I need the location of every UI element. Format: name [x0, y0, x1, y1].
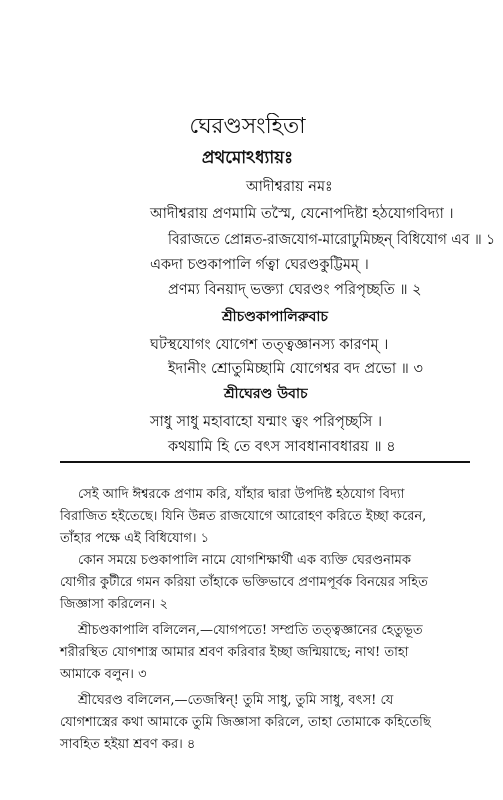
- commentary-line: কোন সময়ে চণ্ডকাপালি নামে যোগশিক্ষার্থী এক ব্যক্তি ঘেরণ্ডনামক: [78, 553, 411, 568]
- verse-line: বিরাজতে প্রোন্নত-রাজযোগ-মারোঢুমিচ্ছন্ বিধিযোগ এব ॥ ১: [168, 232, 496, 248]
- invocation: আদীশ্বরায় নমঃ: [246, 179, 333, 195]
- commentary-line: সাবহিত হইয়া শ্রবণ কর। ৪: [60, 737, 196, 752]
- commentary-line: যোগীর কুটীরে গমন করিয়া তাঁহাকে ভক্তিভাবে প্রণামপূর্বক বিনয়ের সহিত: [60, 575, 428, 590]
- commentary-line: শরীরস্থিত যোগশাস্ত্র আমার শ্রবণ করিবার ইচ্ছা জন্মিয়াছে; নাথ! তাহা: [60, 645, 409, 660]
- verse-line: প্রণম্য বিনয়াদ্ ভক্ত্যা ঘেরণ্ডং পরিপৃচ্ছতি ॥ ২: [168, 282, 422, 298]
- verse-line: ঘটস্থযোগং যোগেশ তত্ত্বজ্ঞানস্য কারণম্ ।: [150, 337, 389, 353]
- commentary-line: যোগশাস্ত্রের কথা আমাকে তুমি জিজ্ঞাসা করিলে, তাহা তোমাকে কহিতেছি: [60, 715, 431, 730]
- verse-line: আদীশ্বরায় প্রণমামি তস্মৈ, যেনোপদিষ্টা হঠযোগবিদ্যা ।: [150, 206, 454, 222]
- commentary-line: সেই আদি ঈশ্বরকে প্রণাম করি, যাঁহার দ্বারা উপদিষ্ট হঠযোগ বিদ্যা: [78, 487, 405, 502]
- verse-line: ইদানীং শ্রোতুমিচ্ছামি যোগেশ্বর বদ প্রভো ॥ ৩: [168, 361, 423, 377]
- section-divider: [60, 461, 470, 463]
- verse-line: একদা চণ্ডকাপালি র্গত্বা ঘেরণ্ডকুট্টিমম্ ।: [150, 257, 369, 273]
- verse-line: কথয়ামি হি তে বৎস সাবধানাবধারয় ॥ ৪: [168, 439, 396, 455]
- commentary-line: বিরাজিত হইতেছে। যিনি উন্নত রাজযোগে আরোহণ করিতে ইচ্ছা করেন,: [60, 509, 427, 524]
- verse-line: সাধু সাধু মহাবাহো যন্মাং ত্বং পরিপৃচ্ছসি ।: [150, 414, 383, 430]
- commentary-line: শ্রীঘেরণ্ড বলিলেন,—তেজস্বিন্! তুমি সাধু, তুমি সাধু, বৎস! যে: [78, 693, 394, 708]
- commentary-line: আমাকে বলুন। ৩: [60, 667, 147, 682]
- chapter-heading: প্রথমোঽধ্যায়ঃ: [201, 148, 294, 168]
- page-title: ঘেরণ্ডসংহিতা: [189, 114, 306, 139]
- speaker-heading: শ্রীচণ্ডকাপালিরুবাচ: [222, 309, 328, 325]
- commentary-line: জিজ্ঞাসা করিলেন। ২: [60, 597, 168, 612]
- speaker-heading: শ্রীঘেরণ্ড উবাচ: [224, 386, 308, 402]
- commentary-line: শ্রীচণ্ডকাপালি বলিলেন,—যোগপতে! সম্প্রতি তত্ত্বজ্ঞানের হেতুভূত: [78, 623, 423, 638]
- commentary-line: তাঁহার পক্ষে এই বিধিযোগ। ১: [60, 531, 210, 546]
